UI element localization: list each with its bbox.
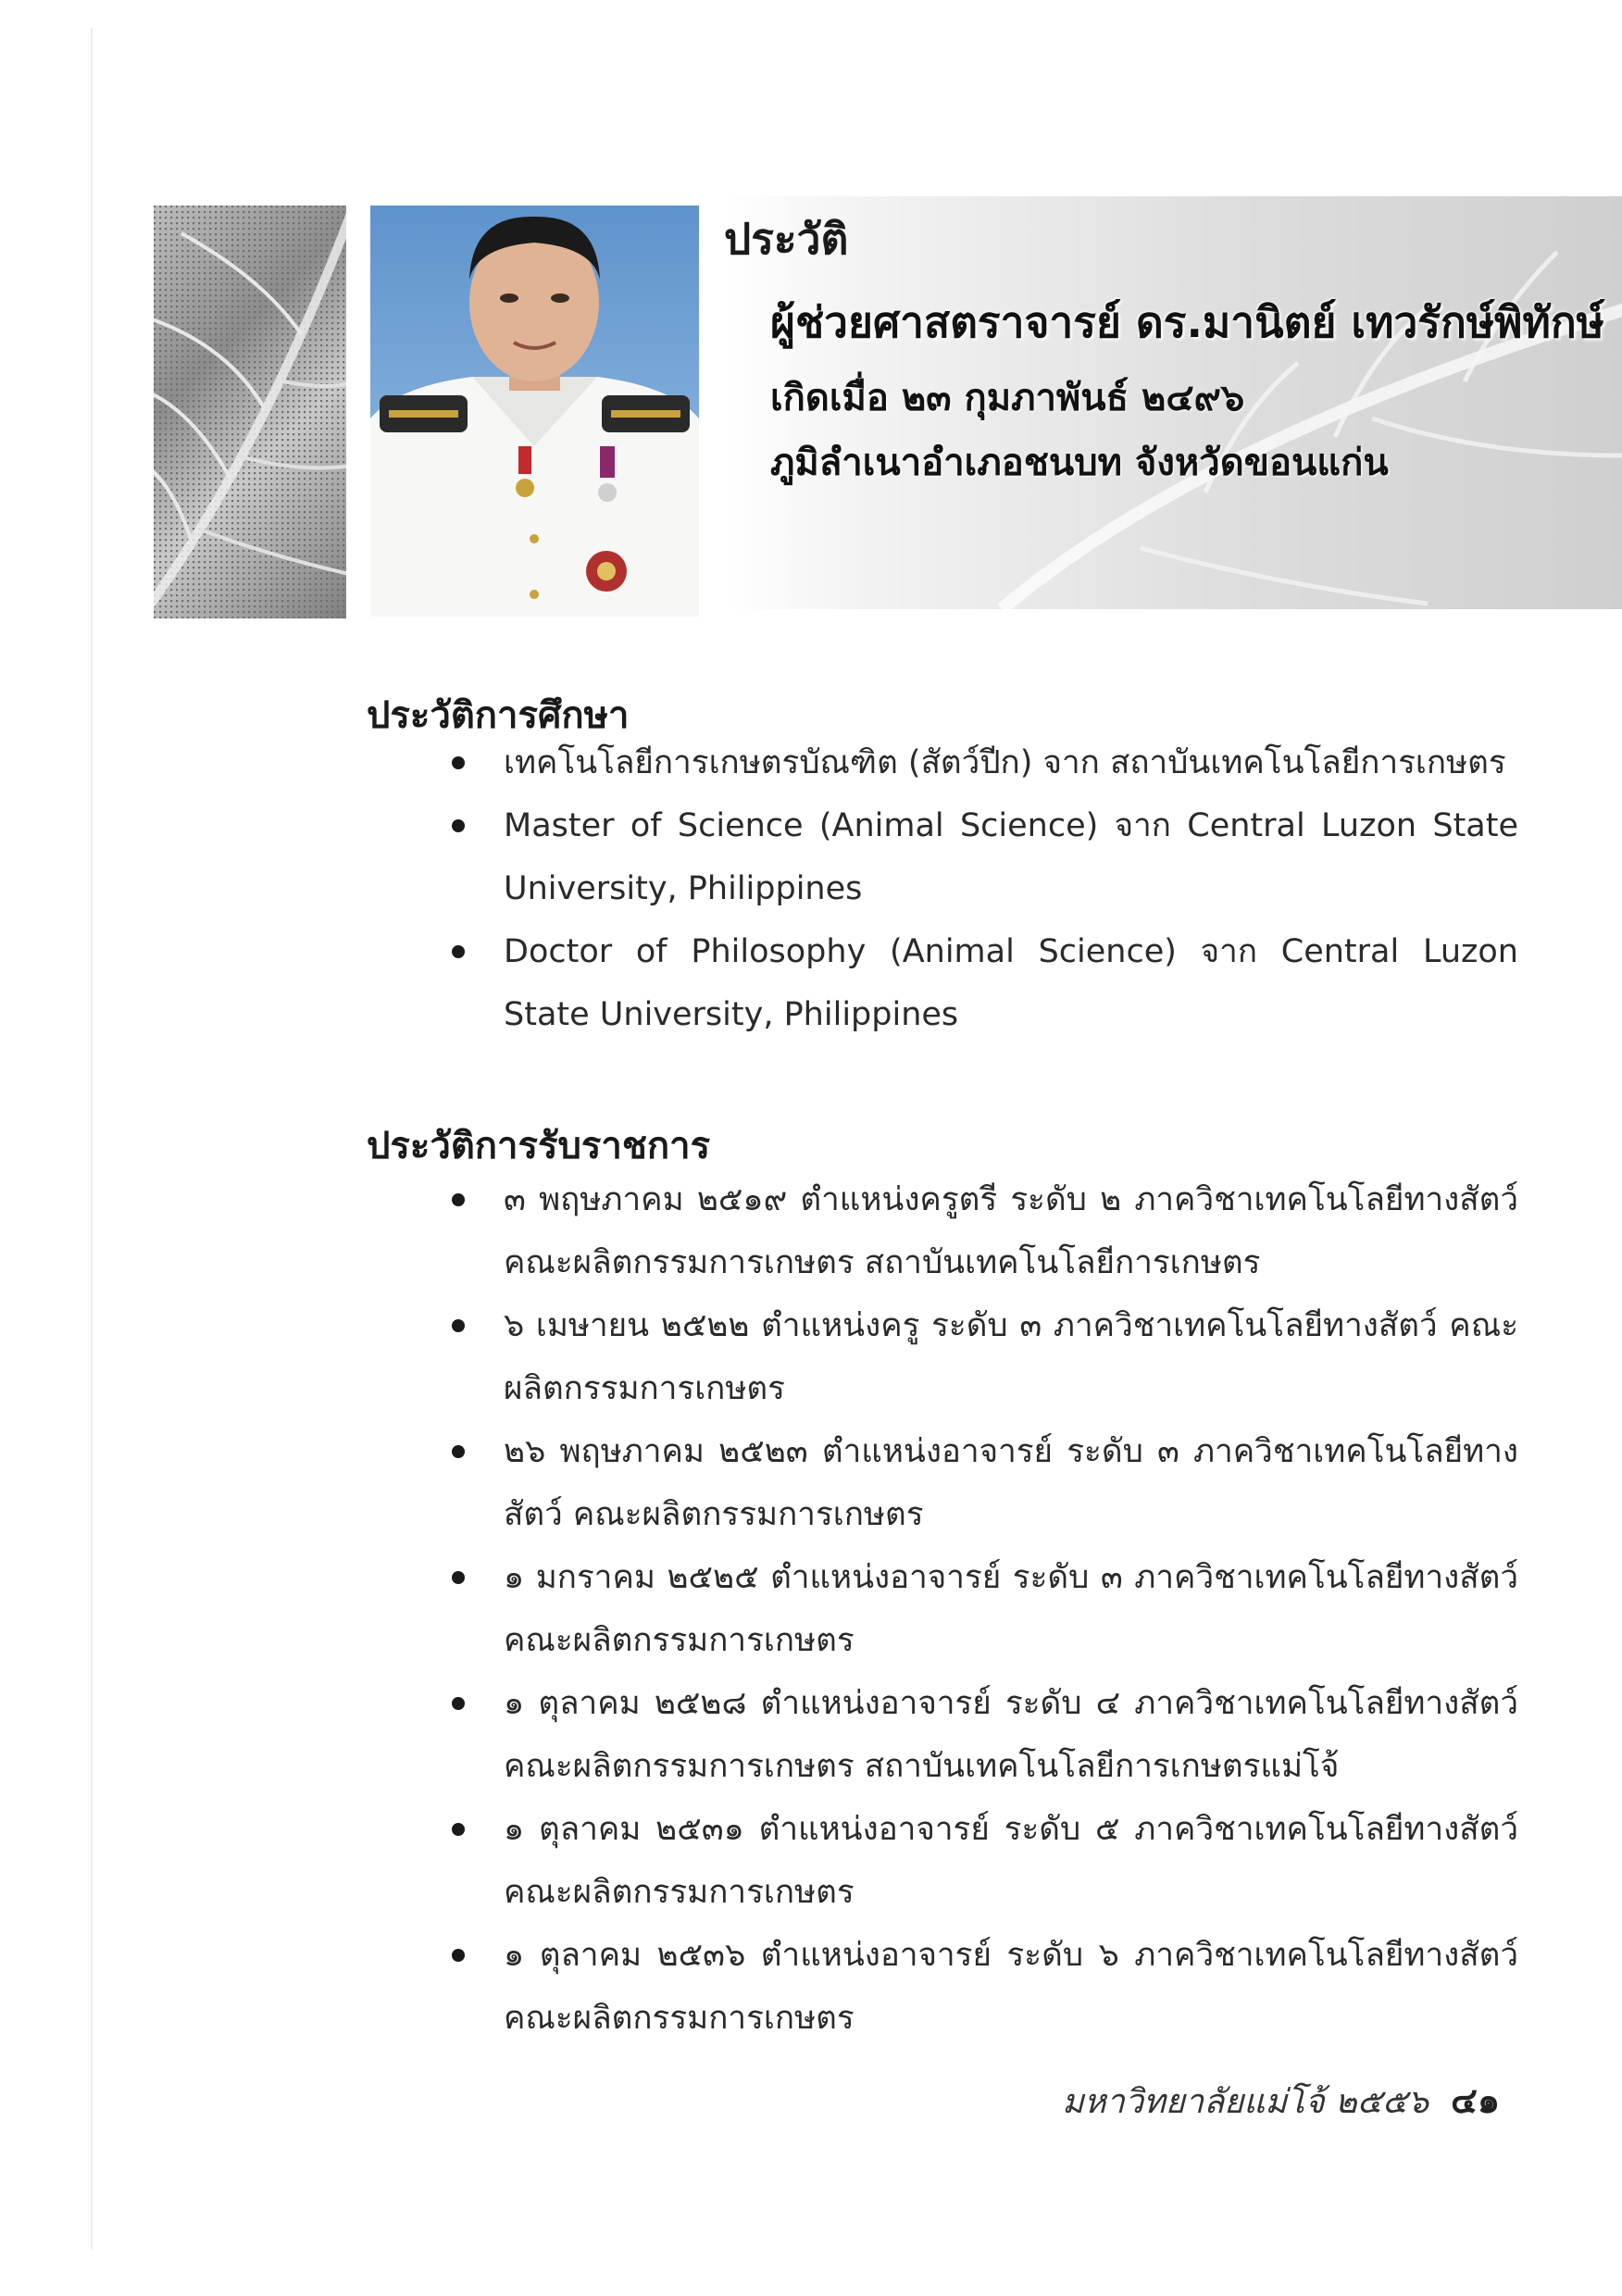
list-item: ๑ ตุลาคม ๒๕๓๑ ตำแหน่งอาจารย์ ระดับ ๕ ภาควิชาเทคโนโลยีทางสัตว์ คณะผลิตกรรมการเกษตร — [444, 1798, 1518, 1924]
person-name: ผู้ช่วยศาสตราจารย์ ดร.มานิตย์ เทวรักษ์พิทักษ์ — [770, 297, 1604, 347]
birth-date: เกิดเมื่อ ๒๓ กุมภาพันธ์ ๒๔๙๖ — [770, 377, 1245, 419]
page-number: ๔๑ — [1451, 2080, 1500, 2121]
page-footer — [1018, 2072, 1500, 2128]
list-item: ๓ พฤษภาคม ๒๕๑๙ ตำแหน่งครูตรี ระดับ ๒ ภาควิชาเทคโนโลยีทางสัตว์ คณะผลิตกรรมการเกษตร สถาบันเทคโนโลยีการเกษตร — [444, 1168, 1518, 1294]
list-item: เทคโนโลยีการเกษตรบัณฑิต (สัตว์ปีก) จาก สถาบันเทคโนโลยีการเกษตร — [444, 731, 1518, 794]
education-list — [444, 731, 1518, 1046]
portrait-photo — [370, 206, 699, 617]
list-item: ๖ เมษายน ๒๕๒๒ ตำแหน่งครู ระดับ ๓ ภาควิชาเทคโนโลยีทางสัตว์ คณะผลิตกรรมการเกษตร — [444, 1294, 1518, 1420]
person-portrait-graphic — [370, 206, 699, 617]
list-item: ๒๖ พฤษภาคม ๒๕๒๓ ตำแหน่งอาจารย์ ระดับ ๓ ภาควิชาเทคโนโลยีทางสัตว์ คณะผลิตกรรมการเกษตร — [444, 1420, 1518, 1546]
list-item: Doctor of Philosophy (Animal Science) จาก Central Luzon State University, Philippines — [444, 920, 1518, 1046]
publication-name: มหาวิทยาลัยแม่โจ้ ๒๕๕๖ — [1062, 2083, 1429, 2121]
list-item: ๑ ตุลาคม ๒๕๒๘ ตำแหน่งอาจารย์ ระดับ ๔ ภาควิชาเทคโนโลยีทางสัตว์ คณะผลิตกรรมการเกษตร สถาบันเทคโนโลยีการเกษตรแม่โจ้ — [444, 1672, 1518, 1798]
leaf-vein-graphic — [154, 206, 346, 618]
biography-title: ประวัติ — [724, 214, 849, 264]
list-item: ๑ มกราคม ๒๕๒๕ ตำแหน่งอาจารย์ ระดับ ๓ ภาควิชาเทคโนโลยีทางสัตว์ คณะผลิตกรรมการเกษตร — [444, 1546, 1518, 1672]
service-list — [444, 1168, 1518, 2050]
hometown: ภูมิลำเนาอำเภอชนบท จังหวัดขอนแก่น — [770, 442, 1389, 484]
page-margin-line — [91, 28, 93, 2250]
header-banner — [724, 196, 1622, 609]
list-item: Master of Science (Animal Science) จาก Central Luzon State University, Philippines — [444, 794, 1518, 920]
list-item: ๑ ตุลาคม ๒๕๓๖ ตำแหน่งอาจารย์ ระดับ ๖ ภาควิชาเทคโนโลยีทางสัตว์ คณะผลิตกรรมการเกษตร — [444, 1924, 1518, 2050]
service-heading: ประวัติการรับราชการ — [367, 1125, 711, 1167]
education-heading: ประวัติการศึกษา — [367, 694, 630, 737]
leaf-texture-image — [154, 206, 346, 618]
